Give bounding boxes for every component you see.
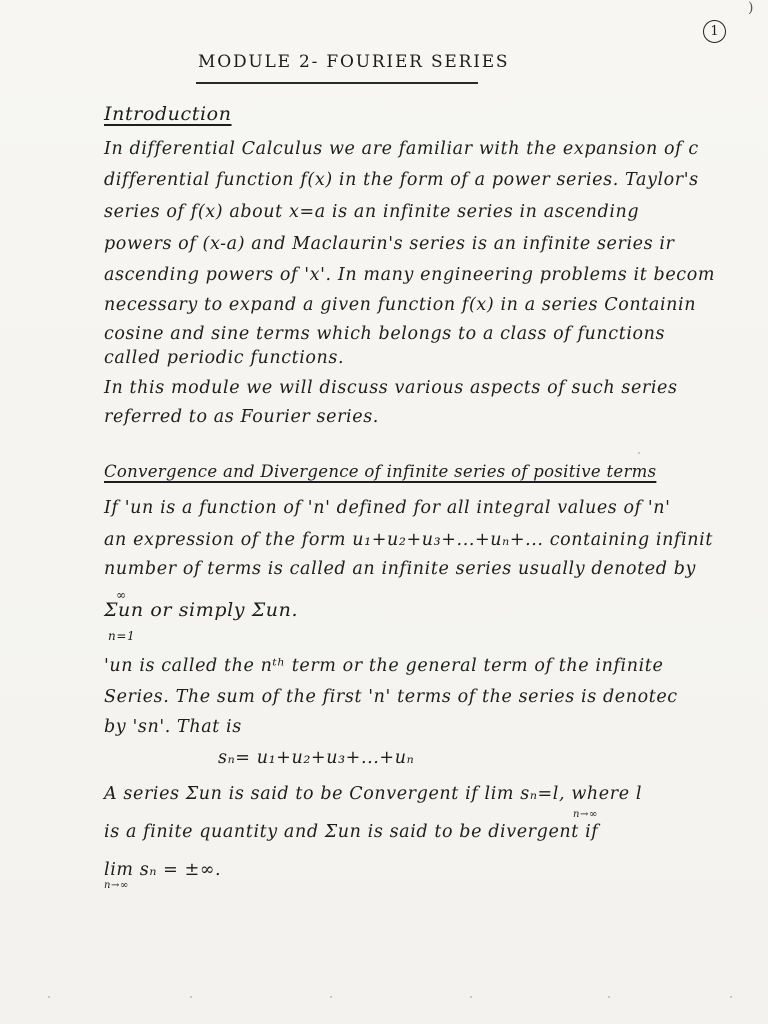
convergence-heading: Convergence and Divergence of infinite series of positive terms xyxy=(104,462,657,481)
convergence-line: If 'un is a function of 'n' defined for all integral values of 'n' xyxy=(104,498,671,518)
title-underline xyxy=(196,82,478,84)
convergence-line: an expression of the form u₁+u₂+u₃+...+uₙ+... containing infinit xyxy=(104,530,713,550)
corner-mark: ) xyxy=(748,0,754,16)
convergence-line: number of terms is called an infinite series usually denoted by xyxy=(104,559,697,579)
convergence-line: is a finite quantity and Σun is said to be divergent if xyxy=(104,822,599,842)
intro-line: ascending powers of 'x'. In many engineering problems it becom xyxy=(104,265,716,285)
page-title: MODULE 2- FOURIER SERIES xyxy=(198,52,510,72)
sum-upper-limit: ∞ xyxy=(116,588,127,602)
scan-speck xyxy=(330,996,332,998)
intro-line: In differential Calculus we are familiar with the expansion of c xyxy=(104,139,699,159)
convergence-line: Series. The sum of the first 'n' terms of the series is denotec xyxy=(104,687,678,707)
scan-speck xyxy=(190,996,192,998)
scan-speck xyxy=(48,996,50,998)
limit-subscript: n→∞ xyxy=(573,809,598,820)
convergence-line: lim sₙ = ±∞. xyxy=(104,860,222,880)
sum-expression: Σun or simply Σun. xyxy=(104,599,299,621)
limit-subscript: n→∞ xyxy=(104,880,129,891)
scan-speck xyxy=(730,996,732,998)
page-number: 1 xyxy=(703,20,726,43)
intro-line: powers of (x-a) and Maclaurin's series is an infinite series ir xyxy=(104,234,675,254)
convergence-line: by 'sn'. That is xyxy=(104,717,242,737)
intro-line: differential function f(x) in the form of a power series. Taylor's xyxy=(104,170,699,190)
intro-line: called periodic functions. xyxy=(104,348,345,368)
intro-line: In this module we will discuss various aspects of such series xyxy=(104,378,678,398)
intro-line: series of f(x) about x=a is an infinite series in ascending xyxy=(104,202,640,222)
scan-speck xyxy=(470,996,472,998)
scan-speck xyxy=(638,452,640,454)
intro-line: necessary to expand a given function f(x) in a series Containin xyxy=(104,295,697,315)
convergence-line: 'un is called the nᵗʰ term or the general term of the infinite xyxy=(104,656,664,676)
intro-line: cosine and sine terms which belongs to a class of functions xyxy=(104,324,666,344)
scan-speck xyxy=(608,996,610,998)
convergence-line: A series Σun is said to be Convergent if lim sₙ=l, where l xyxy=(104,784,643,804)
intro-line: referred to as Fourier series. xyxy=(104,407,379,427)
sum-lower-limit: n=1 xyxy=(108,629,136,643)
introduction-heading: Introduction xyxy=(104,103,232,125)
sn-formula: sₙ= u₁+u₂+u₃+...+uₙ xyxy=(218,748,415,768)
